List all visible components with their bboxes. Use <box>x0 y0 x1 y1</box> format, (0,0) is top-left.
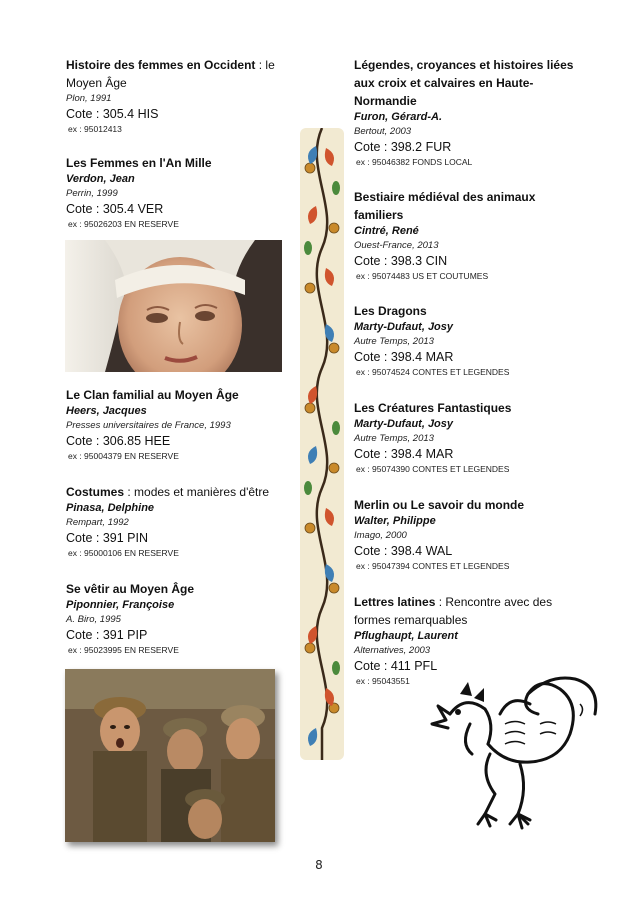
book-cote: Cote : 391 PIP <box>66 628 148 642</box>
book-title: Merlin ou Le savoir du monde <box>354 498 525 512</box>
book-publisher: Rempart, 1992 <box>66 517 129 528</box>
book-copy: ex : 95047394 CONTES ET LEGENDES <box>356 561 510 571</box>
book-publisher: Imago, 2000 <box>354 530 407 541</box>
book-entry <box>354 302 584 378</box>
book-title: Lettres latines : Rencontre avec des formes remarquables <box>354 595 553 627</box>
book-cote: Cote : 306.85 HEE <box>66 434 171 448</box>
book-copy: ex : 95004379 EN RESERVE <box>68 451 179 461</box>
book-author: Cintré, René <box>354 225 419 237</box>
book-cote: Cote : 305.4 HIS <box>66 107 159 121</box>
book-author: Marty-Dufaut, Josy <box>354 321 454 333</box>
book-entry <box>354 496 584 572</box>
book-cote: Cote : 411 PFL <box>354 659 438 673</box>
book-publisher: Autre Temps, 2013 <box>354 433 434 444</box>
book-title: Se vêtir au Moyen Âge <box>66 582 195 596</box>
book-entry <box>66 56 284 135</box>
book-copy: ex : 95012413 <box>68 124 122 134</box>
book-publisher: Ouest-France, 2013 <box>354 240 439 251</box>
book-author: Furon, Gérard-A. <box>354 111 443 123</box>
book-copy: ex : 95074390 CONTES ET LEGENDES <box>356 464 510 474</box>
book-copy: ex : 95023995 EN RESERVE <box>68 645 179 655</box>
book-author: Piponnier, Françoise <box>66 599 175 611</box>
book-title: Bestiaire médiéval des animaux familiers <box>354 190 536 222</box>
book-cote: Cote : 391 PIN <box>66 531 148 545</box>
book-copy: ex : 95074524 CONTES ET LEGENDES <box>356 367 510 377</box>
book-title: Légendes, croyances et histoires liées aux croix et calvaires en Haute-Normandie <box>354 58 574 108</box>
book-publisher: Bertout, 2003 <box>354 126 412 137</box>
book-author: Verdon, Jean <box>66 173 135 185</box>
book-cote: Cote : 398.4 WAL <box>354 544 453 558</box>
book-entry <box>354 399 584 475</box>
book-author: Heers, Jacques <box>66 405 147 417</box>
book-copy: ex : 95043551 <box>356 676 410 686</box>
book-copy: ex : 95046382 FONDS LOCAL <box>356 157 473 167</box>
book-copy: ex : 95074483 US ET COUTUMES <box>356 271 489 281</box>
book-author: Walter, Philippe <box>354 515 436 527</box>
page-number: 8 <box>315 858 323 872</box>
medieval-peasants-photo <box>65 669 275 842</box>
book-cote: Cote : 398.4 MAR <box>354 350 454 364</box>
book-author: Marty-Dufaut, Josy <box>354 418 454 430</box>
book-entry <box>66 154 284 230</box>
book-publisher: Presses universitaires de France, 1993 <box>66 420 231 431</box>
book-title: Les Créatures Fantastiques <box>354 401 512 415</box>
book-cote: Cote : 305.4 VER <box>66 202 164 216</box>
book-copy: ex : 95026203 EN RESERVE <box>68 219 179 229</box>
book-title: Les Femmes en l'An Mille <box>66 156 212 170</box>
book-entry <box>354 188 584 282</box>
book-author: Pflughaupt, Laurent <box>354 630 458 642</box>
book-publisher: A. Biro, 1995 <box>66 614 121 625</box>
book-entry <box>66 483 284 559</box>
book-entry <box>66 386 284 462</box>
book-cote: Cote : 398.4 MAR <box>354 447 454 461</box>
book-publisher: Plon, 1991 <box>66 93 112 104</box>
book-entry <box>66 580 284 656</box>
book-author: Pinasa, Delphine <box>66 502 155 514</box>
book-title: Costumes : modes et manières d'être <box>66 485 270 499</box>
medieval-portrait-image <box>65 240 282 372</box>
illuminated-border-ornament <box>296 128 348 760</box>
book-cote: Cote : 398.2 FUR <box>354 140 452 154</box>
book-title: Histoire des femmes en Occident : le Moyen Âge <box>66 58 275 90</box>
book-publisher: Perrin, 1999 <box>66 188 118 199</box>
book-title: Le Clan familial au Moyen Âge <box>66 388 239 402</box>
book-publisher: Alternatives, 2003 <box>354 645 431 656</box>
book-entry <box>354 56 584 168</box>
book-title: Les Dragons <box>354 304 427 318</box>
dragon-woodcut-illustration <box>410 654 610 834</box>
book-copy: ex : 95000106 EN RESERVE <box>68 548 179 558</box>
book-cote: Cote : 398.3 CIN <box>354 254 448 268</box>
book-publisher: Autre Temps, 2013 <box>354 336 434 347</box>
